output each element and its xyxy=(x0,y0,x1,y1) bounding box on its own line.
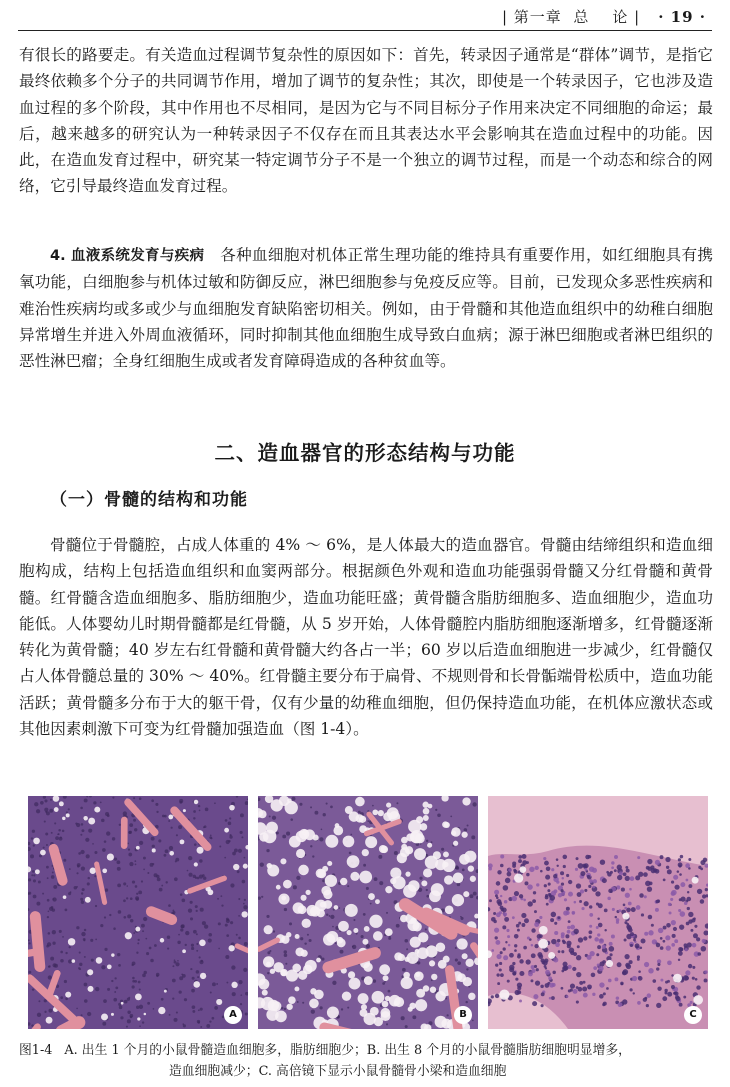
paragraph-blood-disease xyxy=(19,242,713,374)
micrograph-panel-a xyxy=(28,796,248,1029)
micrograph-c xyxy=(488,796,708,1029)
micrograph-a xyxy=(28,796,248,1029)
caption-number: 图1-4 xyxy=(19,1043,53,1058)
running-head xyxy=(502,6,706,27)
micrograph-b xyxy=(258,796,478,1029)
figure-1-4 xyxy=(28,796,708,1029)
micrograph-panel-c xyxy=(488,796,708,1029)
page-header xyxy=(0,0,730,32)
caption-line-1: A. 出生 1 个月的小鼠骨髓造血细胞多，脂肪细胞少；B. 出生 8 个月的小鼠骨髓脂肪细胞明显增多， xyxy=(64,1043,631,1058)
chapter-title: | 第一章 总 论 | xyxy=(501,8,641,26)
panel-label-a: A xyxy=(224,1006,242,1024)
paragraph-transcription-regulation: 有很长的路要走。有关造血过程调节复杂性的原因如下：首先，转录因子通常是“群体”调节，是指它最终依赖多个分子的共同调节作用，增加了调节的复杂性；其次，即使是一个转录因子，它也涉及造血过程的多个阶段，其中作用也不尽相同，是因为它与不同目标分子作用来决定不同细胞的命运；最后，越来越多的研究认为一种转录因子不仅存在而且其表达水平会影响其在造血过程中的功能。因此，在造血发育过程中，研究某一特定调节分子不是一个独立的调节过程，而是一个动态和综合的网络，它引导最终造血发育过程。 xyxy=(19,46,713,196)
section-title: 二、造血器官的形态结构与功能 xyxy=(214,441,516,465)
figure-caption xyxy=(19,1040,719,1082)
subsection-title: （一）骨髓的结构和功能 xyxy=(50,490,248,510)
micrograph-panel-b xyxy=(258,796,478,1029)
caption-line-2: 造血细胞减少；C. 高倍镜下显示小鼠骨髓骨小梁和造血细胞 xyxy=(169,1064,507,1079)
paragraph-bone-marrow: 骨髓位于骨髓腔，占成人体重的 4% ～ 6%，是人体最大的造血器官。骨髓由结缔组织和造血细胞构成，结构上包括造血组织和血窦两部分。根据颜色外观和造血功能强弱骨髓又分红骨髓和黄骨髓。红骨髓含造血细胞多、脂肪细胞少，造血功能旺盛；黄骨髓含脂肪细胞多、造血细胞少，造血功能低。人体婴幼儿时期骨髓都是红骨髓，从 5 岁开始，人体骨髓腔内脂肪细胞逐渐增多，红骨髓逐渐转化为黄骨髓；40 岁左右红骨髓和黄骨髓大约各占一半；60 岁以后造血细胞进一步减少，红骨髓仅占人体骨髓总量的 30% ～ 40%。红骨髓主要分布于扁骨、不规则骨和长骨骺端骨松质中，造血功能活跃；黄骨髓多分布于大的躯干骨，仅有少量的幼稚血细胞，但仍保持造血功能，在机体应激状态或其他因素刺激下可变为红骨髓加强造血（图 1-4）。 xyxy=(19,536,713,739)
header-rule xyxy=(18,30,712,31)
paragraph-heading: 4. 血液系统发育与疾病 xyxy=(50,248,205,264)
panel-label-b: B xyxy=(454,1006,472,1024)
page-number: · 19 · xyxy=(658,8,706,26)
paragraph-body: 各种血细胞对机体正常生理功能的维持具有重要作用，如红细胞具有携氧功能，白细胞参与机体过敏和防御反应，淋巴细胞参与免疫反应等。目前，已发现众多恶性疾病和难治性疾病均或多或少与血细胞发育缺陷密切相关。例如，由于骨髓和其他造血组织中的幼稚白细胞异常增生并进入外周血液循环，同时抑制其他血细胞生成导致白血病；源于淋巴细胞或者淋巴组织的恶性淋巴瘤；全身红细胞生成或者发育障碍造成的各种贫血等。 xyxy=(19,246,713,371)
panel-label-c: C xyxy=(684,1006,702,1024)
